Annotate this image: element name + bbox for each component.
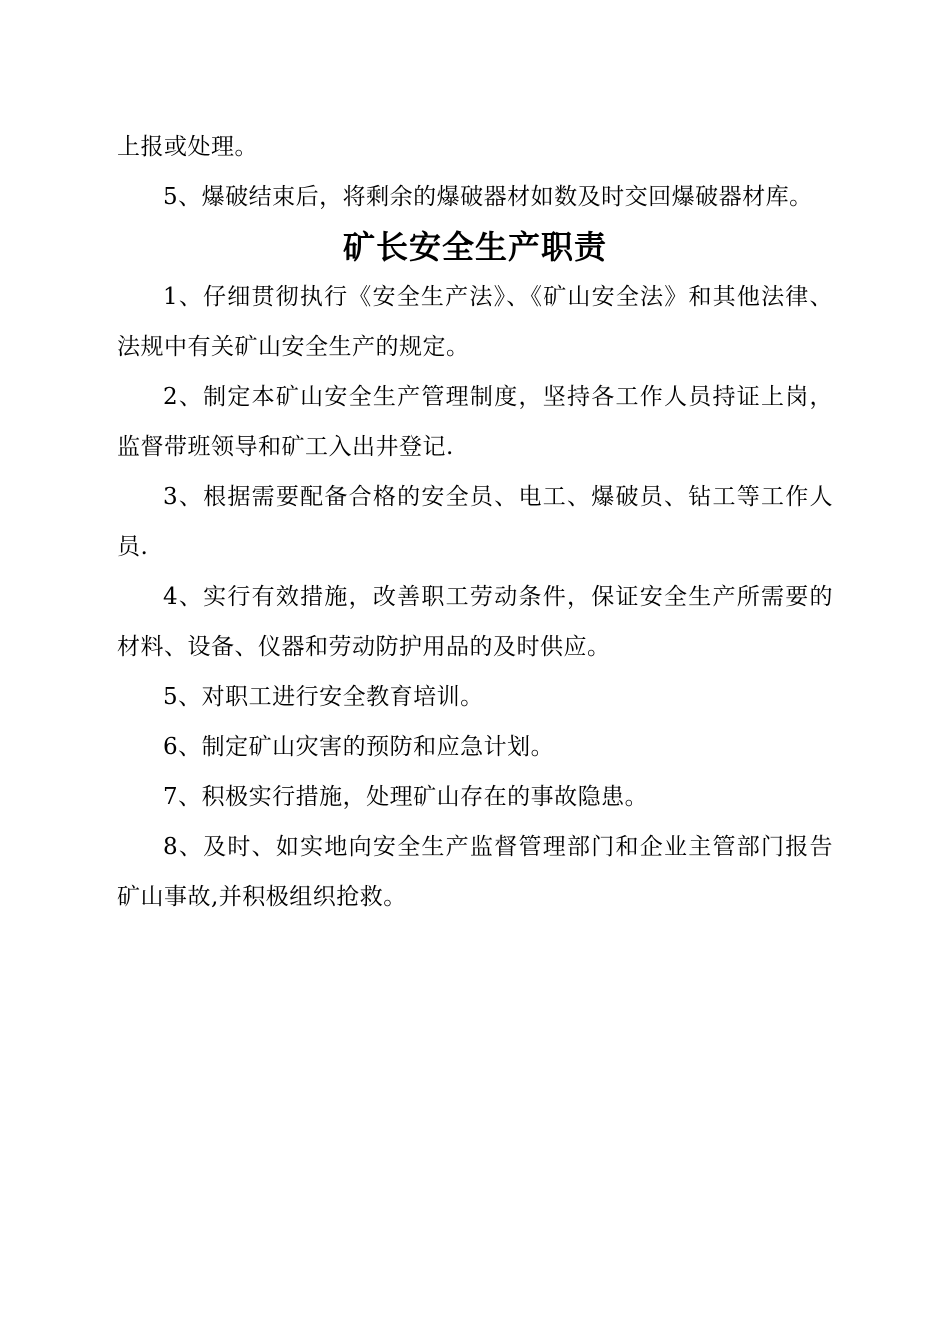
list-item: 2、制定本矿山安全生产管理制度，坚持各工作人员持证上岗，监督带班领导和矿工入出井登记. <box>117 384 833 460</box>
continued-paragraph: 上报或处理。 <box>117 134 258 160</box>
list-item: 5、对职工进行安全教育培训。 <box>163 684 484 710</box>
section-title: 矿长安全生产职责 <box>342 228 607 266</box>
document-page <box>117 122 833 922</box>
list-item: 5、爆破结束后，将剩余的爆破器材如数及时交回爆破器材库。 <box>163 184 813 210</box>
list-item: 3、根据需要配备合格的安全员、电工、爆破员、钻工等工作人员. <box>117 484 833 560</box>
list-item: 8、及时、如实地向安全生产监督管理部门和企业主管部门报告矿山事故,并积极组织抢救。 <box>117 834 833 910</box>
list-item: 1、仔细贯彻执行《安全生产法》、《矿山安全法》和其他法律、法规中有关矿山安全生产的规定。 <box>117 284 833 360</box>
list-item: 4、实行有效措施，改善职工劳动条件，保证安全生产所需要的材料、设备、仪器和劳动防护用品的及时供应。 <box>117 584 833 660</box>
list-item: 6、制定矿山灾害的预防和应急计划。 <box>163 734 555 760</box>
list-item: 7、积极实行措施，处理矿山存在的事故隐患。 <box>163 784 649 810</box>
